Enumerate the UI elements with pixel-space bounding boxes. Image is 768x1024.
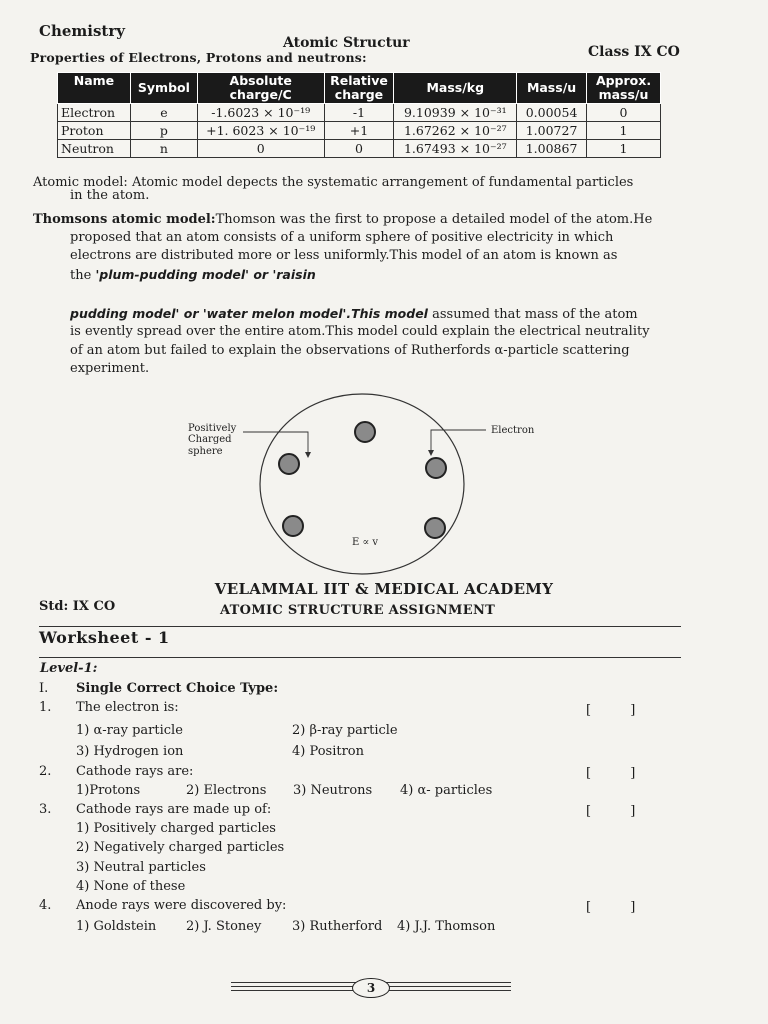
table-row [58,104,661,122]
option: 4) None of these [76,879,186,894]
electron-label: Electron [491,425,535,436]
table-cell: 1 [587,122,661,140]
column-header: Symbol [130,73,197,104]
column-header: Mass/kg [394,73,517,104]
page-number: 3 [352,978,390,998]
thomson-line-6: is evently spread over the entire atom.This model could explain the electrical neutrality [70,324,650,339]
thomson-line-5 [70,305,684,324]
question-text: Cathode rays are: [76,764,194,779]
level-label: Level-1: [40,661,98,676]
electron-dot [355,422,375,442]
thomson-line-2: proposed that an atom consists of a uniform sphere of positive electricity in which [70,230,614,245]
table-cell: 1.00727 [517,122,587,140]
option: 2) J. Stoney [186,919,262,934]
answer-bracket[interactable]: [ ] [586,703,636,718]
thomson-line-8: experiment. [70,361,150,376]
thomson-line-1 [33,211,688,229]
table-cell: +1 [324,122,394,140]
answer-bracket[interactable]: [ ] [586,900,636,915]
option: 3) Rutherford [292,919,383,934]
atomic-model-line-2: in the atom. [70,188,150,203]
properties-heading: Properties of Electrons, Protons and neutrons: [30,50,367,65]
table-header-row [58,73,661,104]
column-header: Relative charge [324,73,394,104]
table-cell: e [130,104,197,122]
subject-title: Chemistry [39,22,125,40]
section-number: I. [39,681,49,696]
thomson-model-diagram [180,390,580,575]
table-cell: 1.00867 [517,140,587,158]
thomson-line-7: of an atom but failed to explain the observations of Rutherfords α-particle scattering [70,343,630,358]
academy-name: VELAMMAL IIT & MEDICAL ACADEMY [214,580,554,598]
center-label: E ∝ v [352,537,379,548]
sphere-label-line: sphere [188,446,223,457]
assignment-title: ATOMIC STRUCTURE ASSIGNMENT [220,603,496,618]
question-text: The electron is: [76,700,179,715]
option: 2) Negatively charged particles [76,840,285,855]
table-cell: 0.00054 [517,104,587,122]
sphere-label-line: Positively [188,423,237,434]
divider [39,657,681,658]
option: 1) α-ray particle [76,723,183,738]
table-cell: 9.10939 × 10⁻³¹ [394,104,517,122]
class-label: Class IX CO [588,44,680,60]
table-cell: -1 [324,104,394,122]
std-label: Std: IX CO [39,599,116,614]
table-row [58,140,661,158]
table-cell: n [130,140,197,158]
electron-dot [279,454,299,474]
water-melon-term: pudding model' or 'water melon model'.This model [70,306,428,321]
electron-dot [425,518,445,538]
option: 2) Electrons [186,783,267,798]
option: 4) α- particles [400,783,493,798]
electron-dot [426,458,446,478]
table-cell: 1 [587,140,661,158]
table-cell: +1. 6023 × 10⁻¹⁹ [197,122,324,140]
electron-arrowhead [428,450,434,456]
table-cell: 0 [324,140,394,158]
electron-pointer-line [431,430,486,454]
table-cell: Electron [58,104,131,122]
table-cell: Proton [58,122,131,140]
table-cell: 1.67493 × 10⁻²⁷ [394,140,517,158]
column-header: Name [58,73,131,104]
electron-dot [283,516,303,536]
particle-properties-table [57,72,661,158]
option: 1) Goldstein [76,919,157,934]
thomson-text: assumed that mass of the atom [427,307,638,322]
option: 1) Positively charged particles [76,821,276,836]
table-cell: p [130,122,197,140]
column-header: Mass/u [517,73,587,104]
table-cell: 1.67262 × 10⁻²⁷ [394,122,517,140]
table-cell: 0 [197,140,324,158]
answer-bracket[interactable]: [ ] [586,804,636,819]
thomson-line-3: electrons are distributed more or less uniformly.This model of an atom is known as [70,248,618,263]
option: 4) Positron [292,744,364,759]
option: 1)Protons [76,783,141,798]
question-number: 3. [39,802,52,817]
table-cell: -1.6023 × 10⁻¹⁹ [197,104,324,122]
question-number: 2. [39,764,52,779]
thomson-line-4 [70,266,684,285]
table-cell: 0 [587,104,661,122]
option: 4) J.J. Thomson [397,919,496,934]
sphere-label-line: Charged [188,434,232,445]
divider [39,626,681,627]
question-number: 1. [39,700,52,715]
plum-pudding-term: 'plum-pudding model' or 'raisin [95,267,316,282]
question-text: Anode rays were discovered by: [76,898,287,913]
sphere-arrowhead [305,452,311,458]
option: 3) Neutral particles [76,860,206,875]
question-number: 4. [39,898,52,913]
table-cell: Neutron [58,140,131,158]
thomson-text: the [70,268,96,283]
atomic-model-line-1: Atomic model: Atomic model depects the systematic arrangement of fundamental particles [33,175,634,190]
table-row [58,122,661,140]
answer-bracket[interactable]: [ ] [586,766,636,781]
worksheet-title: Worksheet - 1 [39,628,170,647]
option: 3) Neutrons [293,783,373,798]
column-header: Absolute charge/C [197,73,324,104]
question-text: Cathode rays are made up of: [76,802,272,817]
thomson-text: Thomson was the first to propose a detailed model of the atom.He [215,212,653,227]
option: 2) β-ray particle [292,723,398,738]
thomson-lead: Thomsons atomic model: [33,212,216,227]
column-header: Approx. mass/u [587,73,661,104]
option: 3) Hydrogen ion [76,744,184,759]
topic-title: Atomic Structur [283,35,410,51]
section-title: Single Correct Choice Type: [76,681,279,696]
